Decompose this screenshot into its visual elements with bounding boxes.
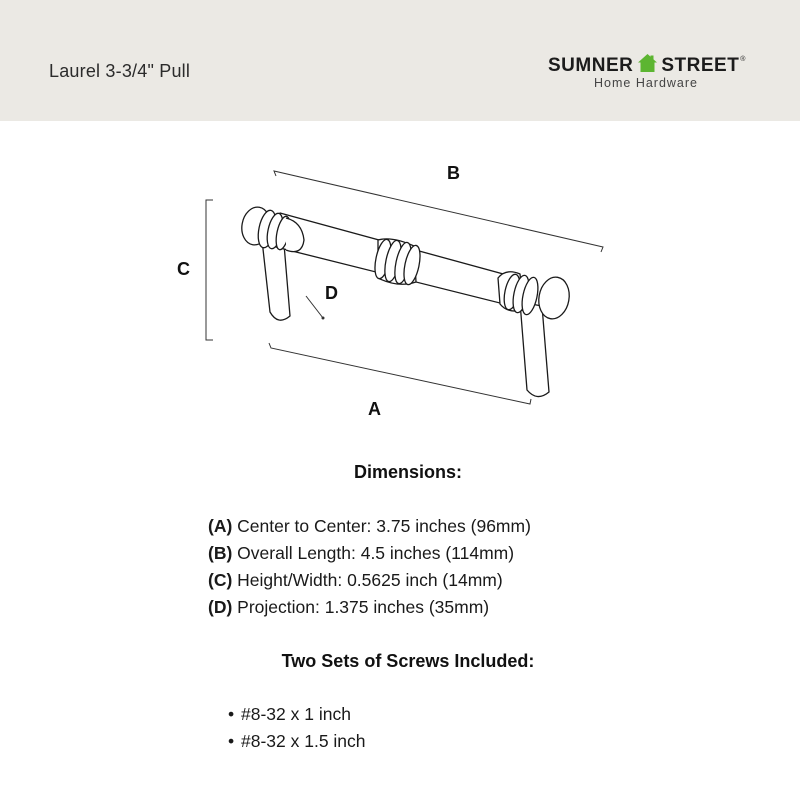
dim-label-c: C	[177, 259, 190, 279]
house-icon	[637, 53, 658, 73]
dim-line-a	[269, 343, 531, 404]
screws-heading: Two Sets of Screws Included:	[281, 651, 535, 671]
dim-label-a: A	[368, 399, 381, 419]
brand-name	[548, 53, 746, 77]
dimension-text: Overall Length: 4.5 inches (114mm)	[237, 543, 515, 563]
dimension-item-b	[208, 540, 531, 567]
dim-line-d	[306, 296, 323, 318]
product-title: Laurel 3-3/4" Pull	[49, 61, 191, 81]
dimension-key: (B)	[208, 543, 233, 563]
dimension-item-d	[208, 594, 531, 621]
screws-list	[228, 701, 366, 755]
dimension-key: (D)	[208, 597, 233, 617]
dim-label-b: B	[447, 163, 460, 183]
dimensions-heading: Dimensions:	[353, 462, 463, 482]
screw-item	[228, 728, 366, 755]
dimension-key: (C)	[208, 570, 233, 590]
dimension-text: Center to Center: 3.75 inches (96mm)	[237, 516, 531, 536]
dimension-key: (A)	[208, 516, 233, 536]
screw-text: #8-32 x 1 inch	[241, 704, 351, 724]
left-post	[262, 240, 290, 320]
pull-dimension-diagram	[150, 150, 650, 440]
screw-item	[228, 701, 366, 728]
screw-text: #8-32 x 1.5 inch	[241, 731, 366, 751]
pull-drawing	[150, 150, 650, 440]
dim-line-c	[206, 200, 213, 340]
bullet: •	[228, 731, 235, 751]
dimensions-list	[208, 513, 531, 621]
brand-logo	[548, 47, 763, 97]
brand-tagline: Home Hardware	[594, 76, 699, 90]
dimension-text: Projection: 1.375 inches (35mm)	[237, 597, 490, 617]
dim-label-d: D	[325, 283, 338, 303]
header-bar	[0, 0, 800, 121]
dimension-item-c	[208, 567, 531, 594]
brand-name-right: STREET	[661, 55, 740, 76]
registered-mark: ®	[740, 56, 746, 63]
dimension-item-a	[208, 513, 531, 540]
dimension-text: Height/Width: 0.5625 inch (14mm)	[237, 570, 503, 590]
bullet: •	[228, 704, 235, 724]
brand-name-left: SUMNER	[548, 55, 634, 76]
